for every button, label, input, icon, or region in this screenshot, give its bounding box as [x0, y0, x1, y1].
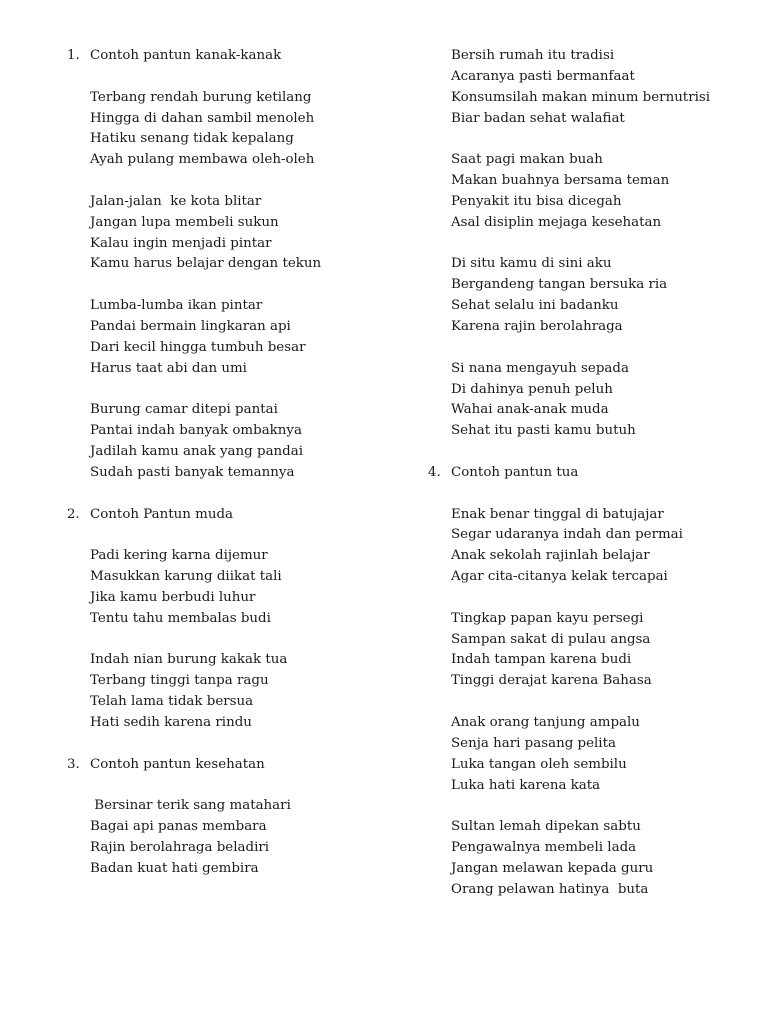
section-number: 2. — [67, 506, 80, 522]
pantun-line: Anak orang tanjung ampalu — [451, 715, 640, 730]
pantun-line: Anak sekolah rajinlah belajar — [451, 548, 650, 564]
section-title: Contoh pantun kesehatan — [90, 756, 265, 772]
pantun-line: Orang pelawan hatinya buta — [451, 881, 649, 897]
blank-line — [428, 692, 758, 713]
section-title: Contoh Pantun muda — [90, 506, 234, 522]
blank-line — [428, 796, 758, 817]
blank-line — [67, 734, 397, 755]
pantun-line: Rajin berolahraga beladiri — [90, 840, 270, 856]
pantun-line: Kalau ingin menjadi pintar — [90, 235, 272, 251]
pantun-line: Di situ kamu di sini aku — [451, 256, 612, 272]
pantun-line: Biar badan sehat walafiat — [451, 110, 625, 126]
pantun-line: Hatiku senang tidak kepalang — [90, 131, 294, 147]
pantun-line: Terbang tinggi tanpa ragu — [90, 673, 269, 689]
pantun-line: Hati sedih karena rindu — [90, 715, 252, 730]
section-number: 3. — [67, 756, 80, 772]
pantun-line: Makan buahnya bersama teman — [451, 173, 670, 189]
pantun-line: Konsumsilah makan minum bernutrisi — [451, 89, 711, 105]
blank-line — [428, 588, 758, 609]
pantun-line: Badan kuat hati gembira — [90, 860, 259, 876]
section-number: 4. — [428, 464, 441, 480]
blank-line — [428, 338, 758, 359]
pantun-line: Bagai api panas membara — [90, 819, 267, 835]
blank-line — [67, 776, 397, 797]
pantun-line: Penyakit itu bisa dicegah — [451, 193, 622, 209]
pantun-line: Tingkap papan kayu persegi — [451, 610, 644, 626]
pantun-line: Jangan lupa membeli sukun — [90, 214, 279, 230]
pantun-line: Telah lama tidak bersua — [90, 694, 254, 710]
section-heading — [67, 755, 397, 776]
pantun-line: Saat pagi makan buah — [451, 152, 603, 168]
pantun-line: Jika kamu berbudi luhur — [90, 589, 256, 605]
blank-line — [67, 171, 397, 192]
pantun-line: Agar cita-citanya kelak tercapai — [451, 569, 668, 585]
blank-line — [428, 234, 758, 255]
pantun-line: Kamu harus belajar dengan tekun — [90, 256, 322, 272]
pantun-line: Jadilah kamu anak yang pandai — [90, 444, 304, 460]
blank-line — [428, 484, 758, 505]
pantun-line: Padi kering karna dijemur — [90, 548, 268, 564]
pantun-line: Si nana mengayuh sepada — [451, 360, 629, 376]
pantun-line: Tentu tahu membalas budi — [90, 610, 271, 626]
pantun-line: Hingga di dahan sambil menoleh — [90, 110, 315, 126]
blank-line — [67, 67, 397, 88]
blank-line — [428, 129, 758, 150]
pantun-line: Asal disiplin mejaga kesehatan — [451, 214, 662, 230]
pantun-line: Indah nian burung kakak tua — [90, 652, 288, 668]
blank-line — [67, 275, 397, 296]
pantun-line: Bersih rumah itu tradisi — [451, 48, 615, 63]
pantun-line: Jalan-jalan ke kota blitar — [90, 193, 262, 209]
pantun-line: Indah tampan karena budi — [451, 652, 632, 668]
pantun-line: Acaranya pasti bermanfaat — [451, 68, 635, 84]
pantun-line: Senja hari pasang pelita — [451, 735, 616, 751]
pantun-line: Sehat selalu ini badanku — [451, 298, 619, 314]
pantun-line: Pandai bermain lingkaran api — [90, 318, 291, 334]
blank-line — [67, 484, 397, 505]
pantun-line: Burung camar ditepi pantai — [90, 402, 278, 418]
pantun-line: Bersinar terik sang matahari — [90, 798, 291, 814]
pantun-line: Enak benar tinggal di batujajar — [451, 506, 664, 522]
pantun-line: Terbang rendah burung ketilang — [90, 89, 312, 105]
section-heading — [67, 46, 397, 67]
pantun-line: Segar udaranya indah dan permai — [451, 527, 683, 543]
right-column — [428, 46, 758, 901]
pantun-line: Jangan melawan kepada guru — [451, 860, 654, 876]
section-heading — [67, 505, 397, 526]
section-title: Contoh pantun kanak-kanak — [90, 48, 282, 63]
pantun-line: Luka tangan oleh sembilu — [451, 756, 627, 772]
pantun-line: Dari kecil hingga tumbuh besar — [90, 339, 306, 355]
pantun-line: Tinggi derajat karena Bahasa — [451, 673, 652, 689]
pantun-line: Lumba-lumba ikan pintar — [90, 298, 263, 314]
section-title: Contoh pantun tua — [451, 464, 579, 480]
pantun-line: Bergandeng tangan bersuka ria — [451, 277, 668, 293]
left-column — [67, 46, 397, 880]
pantun-line: Sehat itu pasti kamu butuh — [451, 423, 636, 439]
pantun-line: Sultan lemah dipekan sabtu — [451, 819, 641, 835]
pantun-line: Di dahinya penuh peluh — [451, 381, 613, 397]
pantun-line: Karena rajin berolahraga — [451, 318, 623, 334]
blank-line — [67, 380, 397, 401]
pantun-line: Ayah pulang membawa oleh-oleh — [90, 152, 315, 168]
blank-line — [428, 442, 758, 463]
pantun-line: Sampan sakat di pulau angsa — [451, 631, 651, 647]
pantun-line: Pantai indah banyak ombaknya — [90, 423, 302, 439]
pantun-line: Masukkan karung diikat tali — [90, 569, 282, 585]
section-heading — [428, 463, 758, 484]
pantun-line: Pengawalnya membeli lada — [451, 840, 637, 856]
pantun-line: Wahai anak-anak muda — [451, 402, 609, 418]
blank-line — [67, 630, 397, 651]
section-number: 1. — [67, 48, 80, 63]
pantun-line: Harus taat abi dan umi — [90, 360, 247, 376]
pantun-line: Sudah pasti banyak temannya — [90, 464, 295, 480]
pantun-line: Luka hati karena kata — [451, 777, 601, 793]
blank-line — [67, 525, 397, 546]
